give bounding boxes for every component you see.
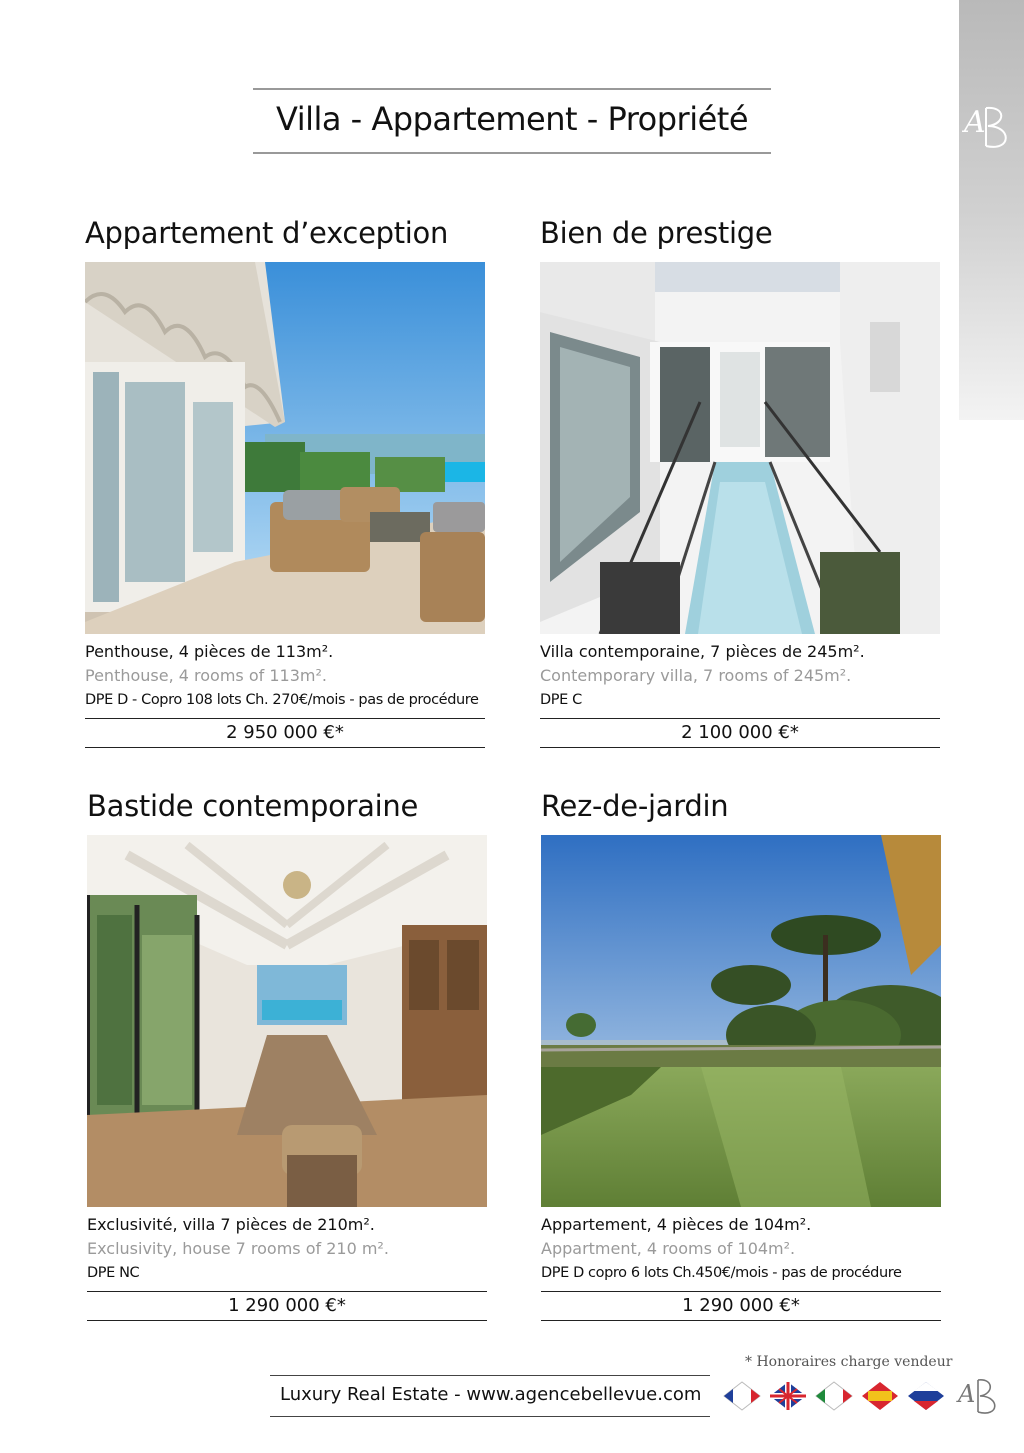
listing-description-fr: Exclusivité, villa 7 pièces de 210m². — [87, 1215, 375, 1234]
listing-price: 1 290 000 €* — [682, 1295, 800, 1316]
listing-description-en: Penthouse, 4 rooms of 113m². — [85, 666, 327, 685]
listing-energy-rating: DPE NC — [87, 1265, 140, 1281]
sidebar-band — [959, 0, 1024, 420]
svg-text:A: A — [958, 1380, 976, 1408]
french-flag-icon[interactable] — [720, 1378, 764, 1414]
listing-description-en: Exclusivity, house 7 rooms of 210 m². — [87, 1239, 389, 1258]
footer-frame — [270, 1375, 710, 1417]
uk-flag-icon[interactable] — [766, 1378, 810, 1414]
listing-description-en: Contemporary villa, 7 rooms of 245m². — [540, 666, 852, 685]
glass-walkway-photo[interactable] — [540, 262, 940, 634]
listing-description-fr: Appartement, 4 pièces de 104m². — [541, 1215, 812, 1234]
price-frame — [85, 718, 485, 748]
terrace-photo[interactable] — [85, 262, 485, 634]
listing-title: Bastide contemporaine — [87, 789, 419, 823]
russian-flag-icon[interactable] — [904, 1378, 948, 1414]
price-frame — [87, 1291, 487, 1321]
listing-description-fr: Villa contemporaine, 7 pièces de 245m². — [540, 642, 865, 661]
price-frame — [541, 1291, 941, 1321]
listing-energy-rating: DPE D copro 6 lots Ch.450€/mois - pas de procédure — [541, 1265, 902, 1281]
listing-energy-rating: DPE C — [540, 692, 582, 708]
svg-text:A: A — [964, 105, 986, 140]
dining-room-photo[interactable] — [87, 835, 487, 1207]
ab-logo — [962, 96, 1020, 160]
listing-price: 2 100 000 €* — [681, 722, 799, 743]
italian-flag-icon[interactable] — [812, 1378, 856, 1414]
listing-energy-rating: DPE D - Copro 108 lots Ch. 270€/mois - pas de procédure — [85, 692, 479, 708]
fees-footnote: * Honoraires charge vendeur — [745, 1354, 953, 1370]
page-title: Villa - Appartement - Propriété — [276, 100, 748, 138]
ab-logo-small — [956, 1372, 1014, 1420]
listing-title: Bien de prestige — [540, 216, 773, 250]
price-frame — [540, 718, 940, 748]
listing-description-en: Appartment, 4 rooms of 104m². — [541, 1239, 796, 1258]
language-flags — [720, 1378, 948, 1418]
page-title-frame — [253, 88, 771, 154]
spanish-flag-icon[interactable] — [858, 1378, 902, 1414]
listing-price: 2 950 000 €* — [226, 722, 344, 743]
footer-tagline[interactable]: Luxury Real Estate - www.agencebellevue.com — [280, 1384, 702, 1405]
listing-title: Appartement d’exception — [85, 216, 449, 250]
listing-title: Rez-de-jardin — [541, 789, 729, 823]
listing-price: 1 290 000 €* — [228, 1295, 346, 1316]
listing-description-fr: Penthouse, 4 pièces de 113m². — [85, 642, 334, 661]
garden-photo[interactable] — [541, 835, 941, 1207]
